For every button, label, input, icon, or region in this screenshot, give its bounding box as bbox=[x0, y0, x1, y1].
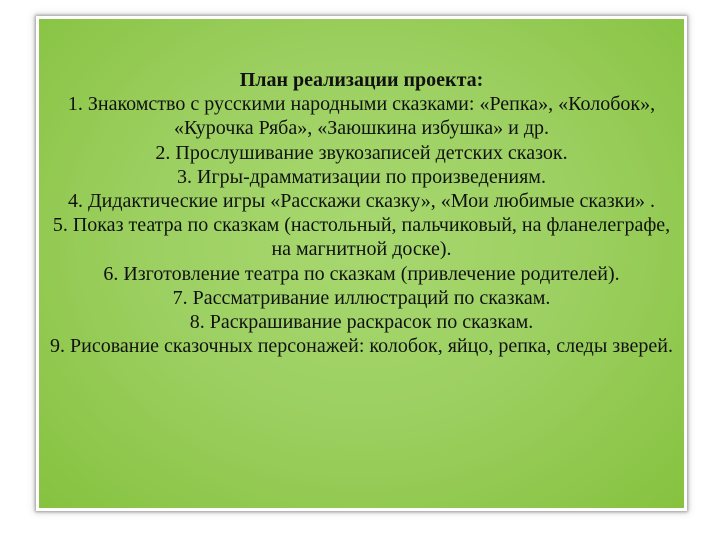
plan-item-3: 3. Игры-драмматизации по произведениям. bbox=[177, 165, 546, 188]
project-plan-text bbox=[45, 68, 678, 358]
plan-title: План реализации проекта: bbox=[239, 69, 484, 91]
plan-item-1: 1. Знакомство с русскими народными сказками: «Репка», «Колобок», «Курочка Ряба», «Заюшкина избушка» и др. bbox=[67, 93, 656, 140]
plan-item-7: 7. Рассматривание иллюстраций по сказкам. bbox=[172, 286, 551, 309]
plan-item-4: 4. Дидактические игры «Расскажи сказку», «Мои любимые сказки» . bbox=[67, 190, 656, 213]
plan-item-9: 9. Рисование сказочных персонажей: колобок, яйцо, репка, следы зверей. bbox=[50, 335, 673, 358]
slide-card bbox=[36, 16, 687, 511]
plan-item-5: 5. Показ театра по сказкам (настольный, пальчиковый, на фланелеграфе, на магнитной доске). bbox=[52, 214, 671, 261]
plan-item-8: 8. Раскрашивание раскрасок по сказкам. bbox=[189, 311, 534, 334]
plan-item-2: 2. Прослушивание звукозаписей детских сказок. bbox=[155, 141, 568, 164]
plan-item-6: 6. Изготовление театра по сказкам (привлечение родителей). bbox=[103, 262, 620, 285]
